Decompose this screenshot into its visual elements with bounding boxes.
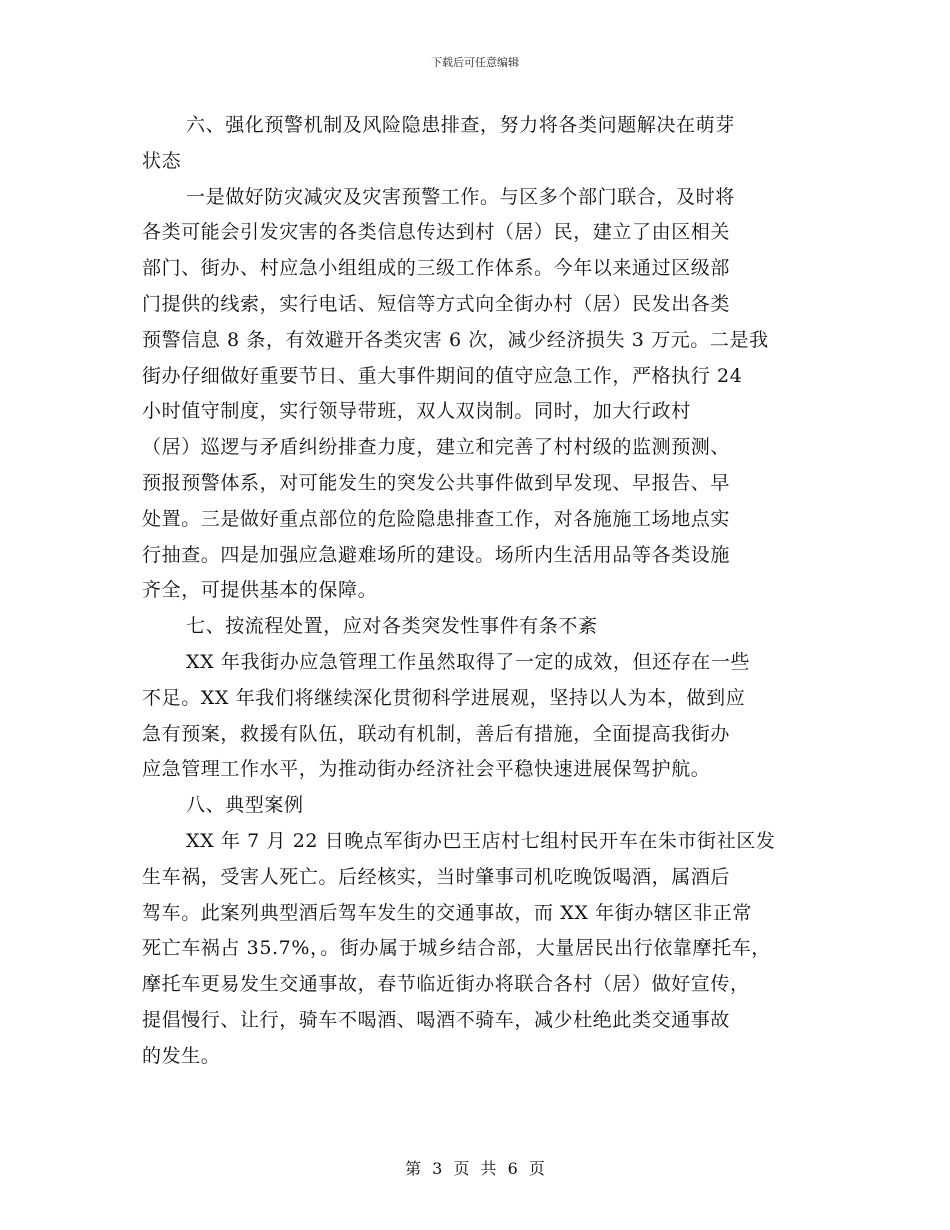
paragraph-first-line: XX 年我街办应急管理工作虽然取得了一定的成效，但还存在一些 bbox=[186, 650, 751, 673]
paragraph-line: （居）巡逻与矛盾纠纷排查力度，建立和完善了村村级的监测预测、 bbox=[142, 436, 731, 459]
paragraph-line: 门提供的线索，实行电话、短信等方式向全街办村（居）民发出各类 bbox=[142, 292, 731, 315]
paragraph-first-line: 一是做好防灾减灾及灾害预警工作。与区多个部门联合，及时将 bbox=[186, 185, 735, 208]
paragraph-line: 预警信息 8 条，有效避开各类灾害 6 次，减少经济损失 3 万元。二是我 bbox=[142, 328, 769, 351]
paragraph-first-line: 六、强化预警机制及风险隐患排查，努力将各类问题解决在萌芽 bbox=[186, 114, 735, 136]
header-note: 下载后可任意编辑 bbox=[431, 56, 519, 69]
paragraph-line: 生车祸，受害人死亡。后经核实，当时肇事司机吃晚饭喝酒，属酒后 bbox=[142, 865, 731, 888]
paragraph-line: 摩托车更易发生交通事故，春节临近街办将联合各村（居）做好宣传， bbox=[142, 973, 750, 996]
document-body bbox=[142, 108, 822, 1075]
paragraph-line: 各类可能会引发灾害的各类信息传达到村（居）民，建立了由区相关 bbox=[142, 221, 731, 244]
paragraph-line: 驾车。此案列典型酒后驾车发生的交通事故，而 XX 年街办辖区非正常 bbox=[142, 901, 752, 924]
paragraph-line: 状态 bbox=[142, 149, 182, 172]
paragraph-line: 处置。三是做好重点部位的危险隐患排查工作，对各施施工场地点实 bbox=[142, 507, 731, 530]
page-number-footer: 第 3 页 共 6 页 bbox=[405, 1159, 545, 1178]
paragraph-line: 部门、街办、村应急小组组成的三级工作体系。今年以来通过区级部 bbox=[142, 257, 731, 280]
paragraph-line: 小时值守制度，实行领导带班，双人双岗制。同时，加大行政村 bbox=[142, 400, 691, 423]
paragraph-line: 行抽查。四是加强应急避难场所的建设。场所内生活用品等各类设施 bbox=[142, 543, 731, 566]
paragraph-line: 预报预警体系，对可能发生的突发公共事件做到早发现、早报告、早 bbox=[142, 471, 731, 494]
paragraph-line: 齐全，可提供基本的保障。 bbox=[142, 579, 378, 602]
paragraph-line: 提倡慢行、让行，骑车不喝酒、喝酒不骑车，减少杜绝此类交通事故 bbox=[142, 1008, 731, 1031]
paragraph-first-line: XX 年 7 月 22 日晚点军街办巴王店村七组村民开车在朱市街社区发 bbox=[186, 829, 776, 852]
paragraph-line: 街办仔细做好重要节日、重大事件期间的值守应急工作，严格执行 24 bbox=[142, 364, 743, 387]
paragraph-first-line: 七、按流程处置，应对各类突发性事件有条不紊 bbox=[186, 615, 598, 638]
paragraph-first-line: 八、典型案例 bbox=[186, 794, 304, 817]
paragraph-line: 不足。XX 年我们将继续深化贯彻科学进展观，坚持以人为本，做到应 bbox=[142, 686, 746, 709]
paragraph-line: 急有预案，救援有队伍，联动有机制，善后有措施，全面提高我街办 bbox=[142, 722, 731, 745]
paragraph-line: 的发生。 bbox=[142, 1044, 221, 1067]
paragraph-line: 死亡车祸占 35.7%，。街办属于城乡结合部，大量居民出行依靠摩托车， bbox=[142, 937, 771, 960]
paragraph-line: 应急管理工作水平，为推动街办经济社会平稳快速进展保驾护航。 bbox=[142, 758, 711, 781]
